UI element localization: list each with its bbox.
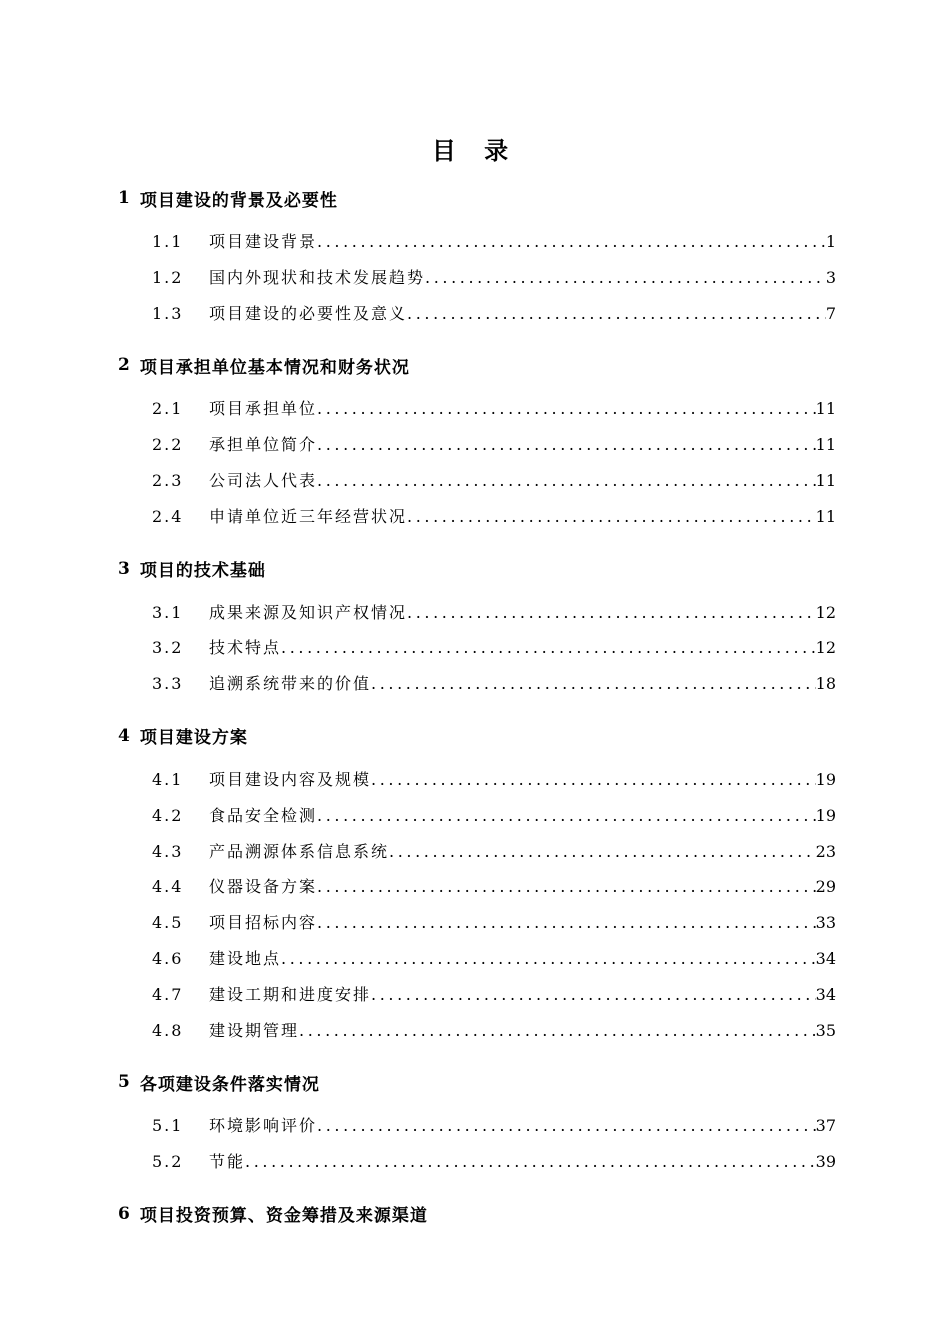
toc-section-title: 建设工期和进度安排 <box>209 984 372 1004</box>
toc-page-number: 11 <box>815 506 836 526</box>
toc-dot-leader <box>407 595 816 631</box>
toc-section-number: 2.4 <box>152 506 184 526</box>
toc-dot-leader <box>317 391 816 427</box>
toc-section-row[interactable] <box>118 1108 836 1144</box>
toc-section-list <box>118 595 836 702</box>
toc-section-number: 5.1 <box>152 1116 184 1136</box>
toc-chapter[interactable] <box>118 718 836 754</box>
toc-section-title: 环境影响评价 <box>209 1116 318 1136</box>
toc-section-row[interactable] <box>118 941 836 977</box>
toc-chapter-title: 项目的技术基础 <box>139 561 266 582</box>
toc-dot-leader <box>317 224 826 260</box>
toc-page-number: 11 <box>815 435 836 455</box>
toc-chapter[interactable] <box>118 551 836 587</box>
toc-chapter-title: 项目承担单位基本情况和财务状况 <box>139 357 410 378</box>
toc-page-number: 33 <box>815 913 836 933</box>
toc-section-row[interactable] <box>118 499 836 535</box>
toc-page-number: 12 <box>815 602 836 622</box>
toc-page-number: 23 <box>815 841 836 861</box>
toc-section-title: 节能 <box>209 1152 246 1172</box>
toc-page-number: 37 <box>815 1116 836 1136</box>
toc-section-title: 项目建设的必要性及意义 <box>209 303 408 323</box>
toc-section-row[interactable] <box>118 666 836 702</box>
toc-dot-leader <box>317 798 816 834</box>
toc-section-row[interactable] <box>118 630 836 666</box>
toc-title: 目 录 <box>431 136 519 165</box>
toc-chapter-title: 项目建设方案 <box>139 728 248 749</box>
toc-section-number: 1.3 <box>152 303 184 323</box>
toc-section-title: 食品安全检测 <box>209 805 318 825</box>
toc-page-number: 1 <box>825 232 836 251</box>
toc-page-number: 7 <box>825 303 836 323</box>
toc-section-title: 成果来源及知识产权情况 <box>209 602 408 622</box>
toc-section-list <box>118 224 836 331</box>
toc-section-list <box>118 391 836 534</box>
toc-chapter[interactable] <box>118 1064 836 1100</box>
toc-section-title: 申请单位近三年经营状况 <box>209 506 408 526</box>
toc-list <box>118 180 836 1232</box>
toc-section-row[interactable] <box>118 905 836 941</box>
toc-section-number: 4.1 <box>152 769 184 789</box>
toc-dot-leader <box>317 427 816 463</box>
toc-dot-leader <box>407 296 826 332</box>
toc-section-number: 1.2 <box>152 267 184 287</box>
toc-section-row[interactable] <box>118 834 836 870</box>
toc-dot-leader <box>371 762 816 798</box>
toc-dot-leader <box>299 1013 816 1049</box>
toc-chapter-number: 1 <box>118 188 130 208</box>
toc-dot-leader <box>389 834 816 870</box>
toc-section-title: 国内外现状和技术发展趋势 <box>209 267 426 287</box>
toc-section-number: 4.3 <box>152 841 184 861</box>
toc-section-row[interactable] <box>118 391 836 427</box>
toc-section-number: 4.4 <box>152 877 184 897</box>
toc-dot-leader <box>281 941 816 977</box>
toc-dot-leader <box>371 666 816 702</box>
toc-page-number: 3 <box>825 267 836 287</box>
toc-section-number: 4.6 <box>152 948 184 968</box>
toc-section-title: 建设地点 <box>209 948 282 968</box>
toc-page-number: 11 <box>815 470 836 490</box>
toc-section-title: 仪器设备方案 <box>209 877 318 897</box>
toc-chapter-title: 项目建设的背景及必要性 <box>139 190 338 211</box>
toc-section-list <box>118 1108 836 1180</box>
toc-section-title: 技术特点 <box>209 638 282 658</box>
toc-section-row[interactable] <box>118 224 836 260</box>
toc-chapter-number: 3 <box>118 558 130 579</box>
toc-dot-leader <box>317 869 816 905</box>
toc-section-row[interactable] <box>118 463 836 499</box>
toc-section-row[interactable] <box>118 260 836 296</box>
toc-section-title: 项目承担单位 <box>209 399 318 419</box>
toc-chapter[interactable] <box>118 1196 836 1232</box>
toc-dot-leader <box>425 260 826 296</box>
toc-page-number: 29 <box>815 877 836 897</box>
toc-page-number: 12 <box>815 638 836 658</box>
toc-section-row[interactable] <box>118 1144 836 1180</box>
toc-section-row[interactable] <box>118 869 836 905</box>
toc-page-number: 18 <box>815 674 836 694</box>
toc-chapter-title: 各项建设条件落实情况 <box>139 1074 320 1095</box>
toc-page-number: 35 <box>815 1020 836 1040</box>
toc-section-number: 3.3 <box>152 674 184 694</box>
toc-section-list <box>118 762 836 1048</box>
toc-section-number: 5.2 <box>152 1152 184 1172</box>
toc-section-number: 2.1 <box>152 399 184 419</box>
toc-section-row[interactable] <box>118 427 836 463</box>
toc-page-number: 19 <box>815 769 836 789</box>
toc-dot-leader <box>371 977 816 1013</box>
toc-dot-leader <box>245 1144 816 1180</box>
toc-section-title: 项目建设背景 <box>209 232 318 251</box>
toc-section-title: 项目建设内容及规模 <box>209 769 372 789</box>
toc-section-title: 产品溯源体系信息系统 <box>209 841 390 861</box>
toc-section-row[interactable] <box>118 296 836 332</box>
toc-section-row[interactable] <box>118 977 836 1013</box>
toc-page-number: 11 <box>815 399 836 419</box>
toc-chapter[interactable] <box>118 347 836 383</box>
toc-chapter-number: 5 <box>118 1072 130 1093</box>
toc-section-title: 建设期管理 <box>209 1020 300 1040</box>
toc-section-number: 4.2 <box>152 805 184 825</box>
toc-dot-leader <box>317 905 816 941</box>
toc-chapter-number: 4 <box>118 725 130 746</box>
toc-page-number: 39 <box>815 1152 836 1172</box>
toc-chapter-number: 6 <box>118 1203 130 1224</box>
toc-section-title: 承担单位简介 <box>209 435 318 455</box>
toc-dot-leader <box>281 630 816 666</box>
toc-dot-leader <box>317 1108 816 1144</box>
toc-chapter-title: 项目投资预算、资金筹措及来源渠道 <box>139 1206 428 1227</box>
toc-section-title: 公司法人代表 <box>209 470 318 490</box>
toc-section-number: 4.5 <box>152 913 184 933</box>
toc-section-row[interactable] <box>118 1013 836 1049</box>
toc-page-number: 34 <box>815 984 836 1004</box>
toc-chapter-number: 2 <box>118 355 130 376</box>
toc-section-number: 2.2 <box>152 435 184 455</box>
toc-chapter[interactable] <box>118 180 836 216</box>
toc-dot-leader <box>317 463 816 499</box>
toc-section-title: 项目招标内容 <box>209 913 318 933</box>
toc-dot-leader <box>407 499 816 535</box>
toc-page-number: 34 <box>815 948 836 968</box>
toc-section-number: 2.3 <box>152 470 184 490</box>
toc-section-number: 3.1 <box>152 602 184 622</box>
toc-section-number: 1.1 <box>152 232 184 251</box>
toc-section-row[interactable] <box>118 798 836 834</box>
toc-section-number: 3.2 <box>152 638 184 658</box>
toc-page-number: 19 <box>815 805 836 825</box>
toc-section-title: 追溯系统带来的价值 <box>209 674 372 694</box>
toc-section-row[interactable] <box>118 762 836 798</box>
toc-section-number: 4.8 <box>152 1020 184 1040</box>
toc-section-row[interactable] <box>118 595 836 631</box>
toc-section-number: 4.7 <box>152 984 184 1004</box>
